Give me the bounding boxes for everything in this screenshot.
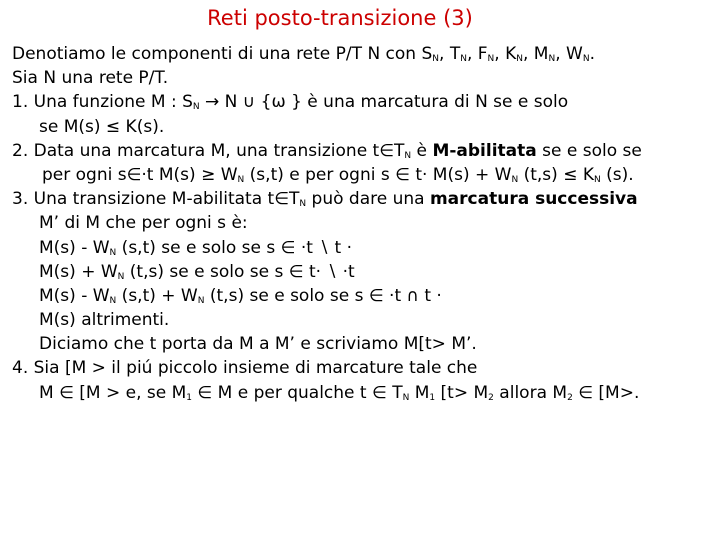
text: (s,t) + W bbox=[116, 285, 198, 306]
subscript: 2 bbox=[488, 392, 494, 403]
subscript: N bbox=[192, 102, 200, 113]
subscript: N bbox=[487, 54, 495, 64]
line-item-4: 4. Sia [M > il piú piccolo insieme di marcature tale che bbox=[12, 358, 478, 379]
term-m-abilitata: M-abilitata bbox=[432, 140, 537, 161]
subscript: N bbox=[402, 392, 410, 403]
text: → N ∪ {ω } è una marcatura di N se e solo bbox=[199, 92, 569, 113]
subscript: N bbox=[594, 174, 601, 185]
subscript: N bbox=[432, 54, 440, 64]
line-components bbox=[12, 42, 712, 66]
subscript: 1 bbox=[186, 392, 193, 403]
text: 1. Una funzione M : S bbox=[12, 92, 193, 113]
text: ∈ [M>. bbox=[572, 382, 640, 403]
line-item-1-cont: se M(s) ≤ K(s). bbox=[39, 116, 165, 137]
text: è bbox=[411, 140, 433, 161]
line-item-2 bbox=[12, 139, 712, 163]
line-item-1 bbox=[12, 90, 712, 114]
slide-body bbox=[12, 42, 712, 405]
subscript: N bbox=[299, 199, 307, 210]
line-sia: Sia N una rete P/T. bbox=[12, 68, 169, 89]
text: M bbox=[409, 382, 430, 403]
subscript: 2 bbox=[567, 392, 573, 403]
line-case-2 bbox=[12, 260, 712, 284]
text: . bbox=[589, 44, 595, 64]
line-item-2-cont bbox=[12, 163, 712, 187]
text: (t,s) se e solo se s ∈ ·t ∩ t · bbox=[204, 285, 442, 306]
text: M(s) - W bbox=[39, 285, 110, 306]
subscript: N bbox=[516, 54, 523, 64]
text: , T bbox=[439, 44, 461, 64]
text: (t,s) ≤ K bbox=[518, 164, 594, 185]
term-marcatura-successiva: marcatura successiva bbox=[429, 189, 638, 210]
text: , K bbox=[494, 44, 517, 64]
line-case-3 bbox=[12, 284, 712, 308]
subscript: N bbox=[460, 54, 467, 64]
text: può dare una bbox=[306, 189, 430, 210]
text: [t> M bbox=[435, 382, 489, 403]
subscript: N bbox=[197, 295, 205, 306]
text: M ∈ [M > e, se M bbox=[39, 382, 187, 403]
text: M(s) + W bbox=[39, 261, 118, 282]
text: ∈ M e per qualche t ∈ T bbox=[192, 382, 403, 403]
subscript: N bbox=[109, 247, 117, 258]
subscript: N bbox=[117, 271, 125, 282]
text: (s,t) e per ogni s ∈ t· M(s) + W bbox=[244, 164, 512, 185]
text: (t,s) se e solo se s ∈ t· ∖ ·t bbox=[124, 261, 355, 282]
text: (s). bbox=[600, 164, 634, 185]
line-item-4-cont bbox=[12, 381, 712, 405]
text: 2. Data una marcatura M, una transizione t∈T bbox=[12, 140, 405, 161]
line-item-3-cont: M’ di M che per ogni s è: bbox=[39, 213, 248, 234]
subscript: N bbox=[237, 174, 245, 185]
subscript: N bbox=[404, 150, 412, 161]
slide-title: Reti posto-transizione (3) bbox=[207, 6, 473, 30]
text: Denotiamo le componenti di una rete P/T N con S bbox=[12, 44, 433, 64]
text: M(s) - W bbox=[39, 237, 110, 258]
text: allora M bbox=[493, 382, 568, 403]
line-diciamo: Diciamo che t porta da M a M’ e scriviamo M[t> M’. bbox=[39, 334, 477, 355]
text: se e solo se bbox=[536, 140, 642, 161]
text: , W bbox=[555, 44, 583, 64]
subscript: 1 bbox=[429, 392, 436, 403]
subscript: N bbox=[109, 295, 117, 306]
text: , F bbox=[466, 44, 488, 64]
subscript: N bbox=[511, 174, 519, 185]
line-case-4: M(s) altrimenti. bbox=[39, 310, 170, 331]
text: , M bbox=[522, 44, 549, 64]
line-case-1 bbox=[12, 236, 712, 260]
subscript: N bbox=[582, 54, 590, 64]
line-item-3 bbox=[12, 187, 712, 211]
text: 3. Una transizione M-abilitata t∈T bbox=[12, 189, 300, 210]
text: per ogni s∈·t M(s) ≥ W bbox=[42, 164, 238, 185]
subscript: N bbox=[548, 54, 556, 64]
text: (s,t) se e solo se s ∈ ·t ∖ t · bbox=[116, 237, 353, 258]
